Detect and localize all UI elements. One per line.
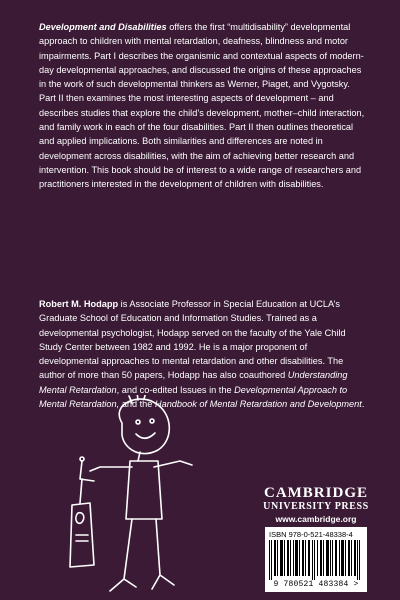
publisher-logo [256, 486, 376, 525]
publisher-name: CAMBRIDGE [263, 485, 368, 501]
author-name: Robert M. Hodapp [39, 299, 119, 309]
bio-book-3: Handbook of Mental Retardation and Development [154, 399, 362, 410]
publisher-url: www.cambridge.org [275, 514, 357, 524]
bio-text-4: . [361, 399, 365, 410]
bio-text-3: and the [119, 399, 155, 410]
description-text: offers the first “multidisability” developmental approach to children with mental retardation, deafness, blindness and motor impairments. Part I describes the organismic and contextual aspects of modern-day developmental approaches, and discussed the origins of these approaches in the work of such developmental thinkers as Werner, Piaget, and Vygotsky. Part II then examines the most interesting aspects of development – and describes studies that explore the child’s development, mother–child interaction, and family work in each of the four disabilities. Part II then outlines theoretical and applied implications. Both similarities and differences are noted in development across disabilities, with the aim of achieving better research and intervention. This book should be of interest to a wide range of researchers and practitioners interested in the development of children with disabilities. [39, 22, 365, 190]
book-description [39, 20, 367, 192]
isbn-label: ISBN 978-0-521-48338-4 [269, 530, 353, 539]
barcode-bars [269, 540, 363, 580]
bio-book-1: Understanding Mental Retardation [39, 370, 348, 395]
bio-text-1: is Associate Professor in Special Education at UCLA’s Graduate School of Education and Information Studies. Trained as a developmental psychologist, Hodapp served on the faculty of the Yale Child Study Center between 1982 and 1992. He is a major proponent of developmental approaches to mental retardation and other disabilities. The author of more than 50 papers, Hodapp has also coauthored [39, 299, 346, 381]
publisher-subtitle: UNIVERSITY PRESS [263, 501, 369, 512]
bio-book-2: Developmental Approach to Mental Retardation, [39, 384, 348, 410]
barcode-digits: 9 780521 483384 > [273, 580, 359, 589]
book-title: Development and Disabilities [39, 22, 167, 32]
bio-text-2: , and co-edited Issues in the [116, 384, 235, 395]
isbn-barcode [265, 527, 367, 592]
child-drawing-icon [40, 395, 210, 595]
